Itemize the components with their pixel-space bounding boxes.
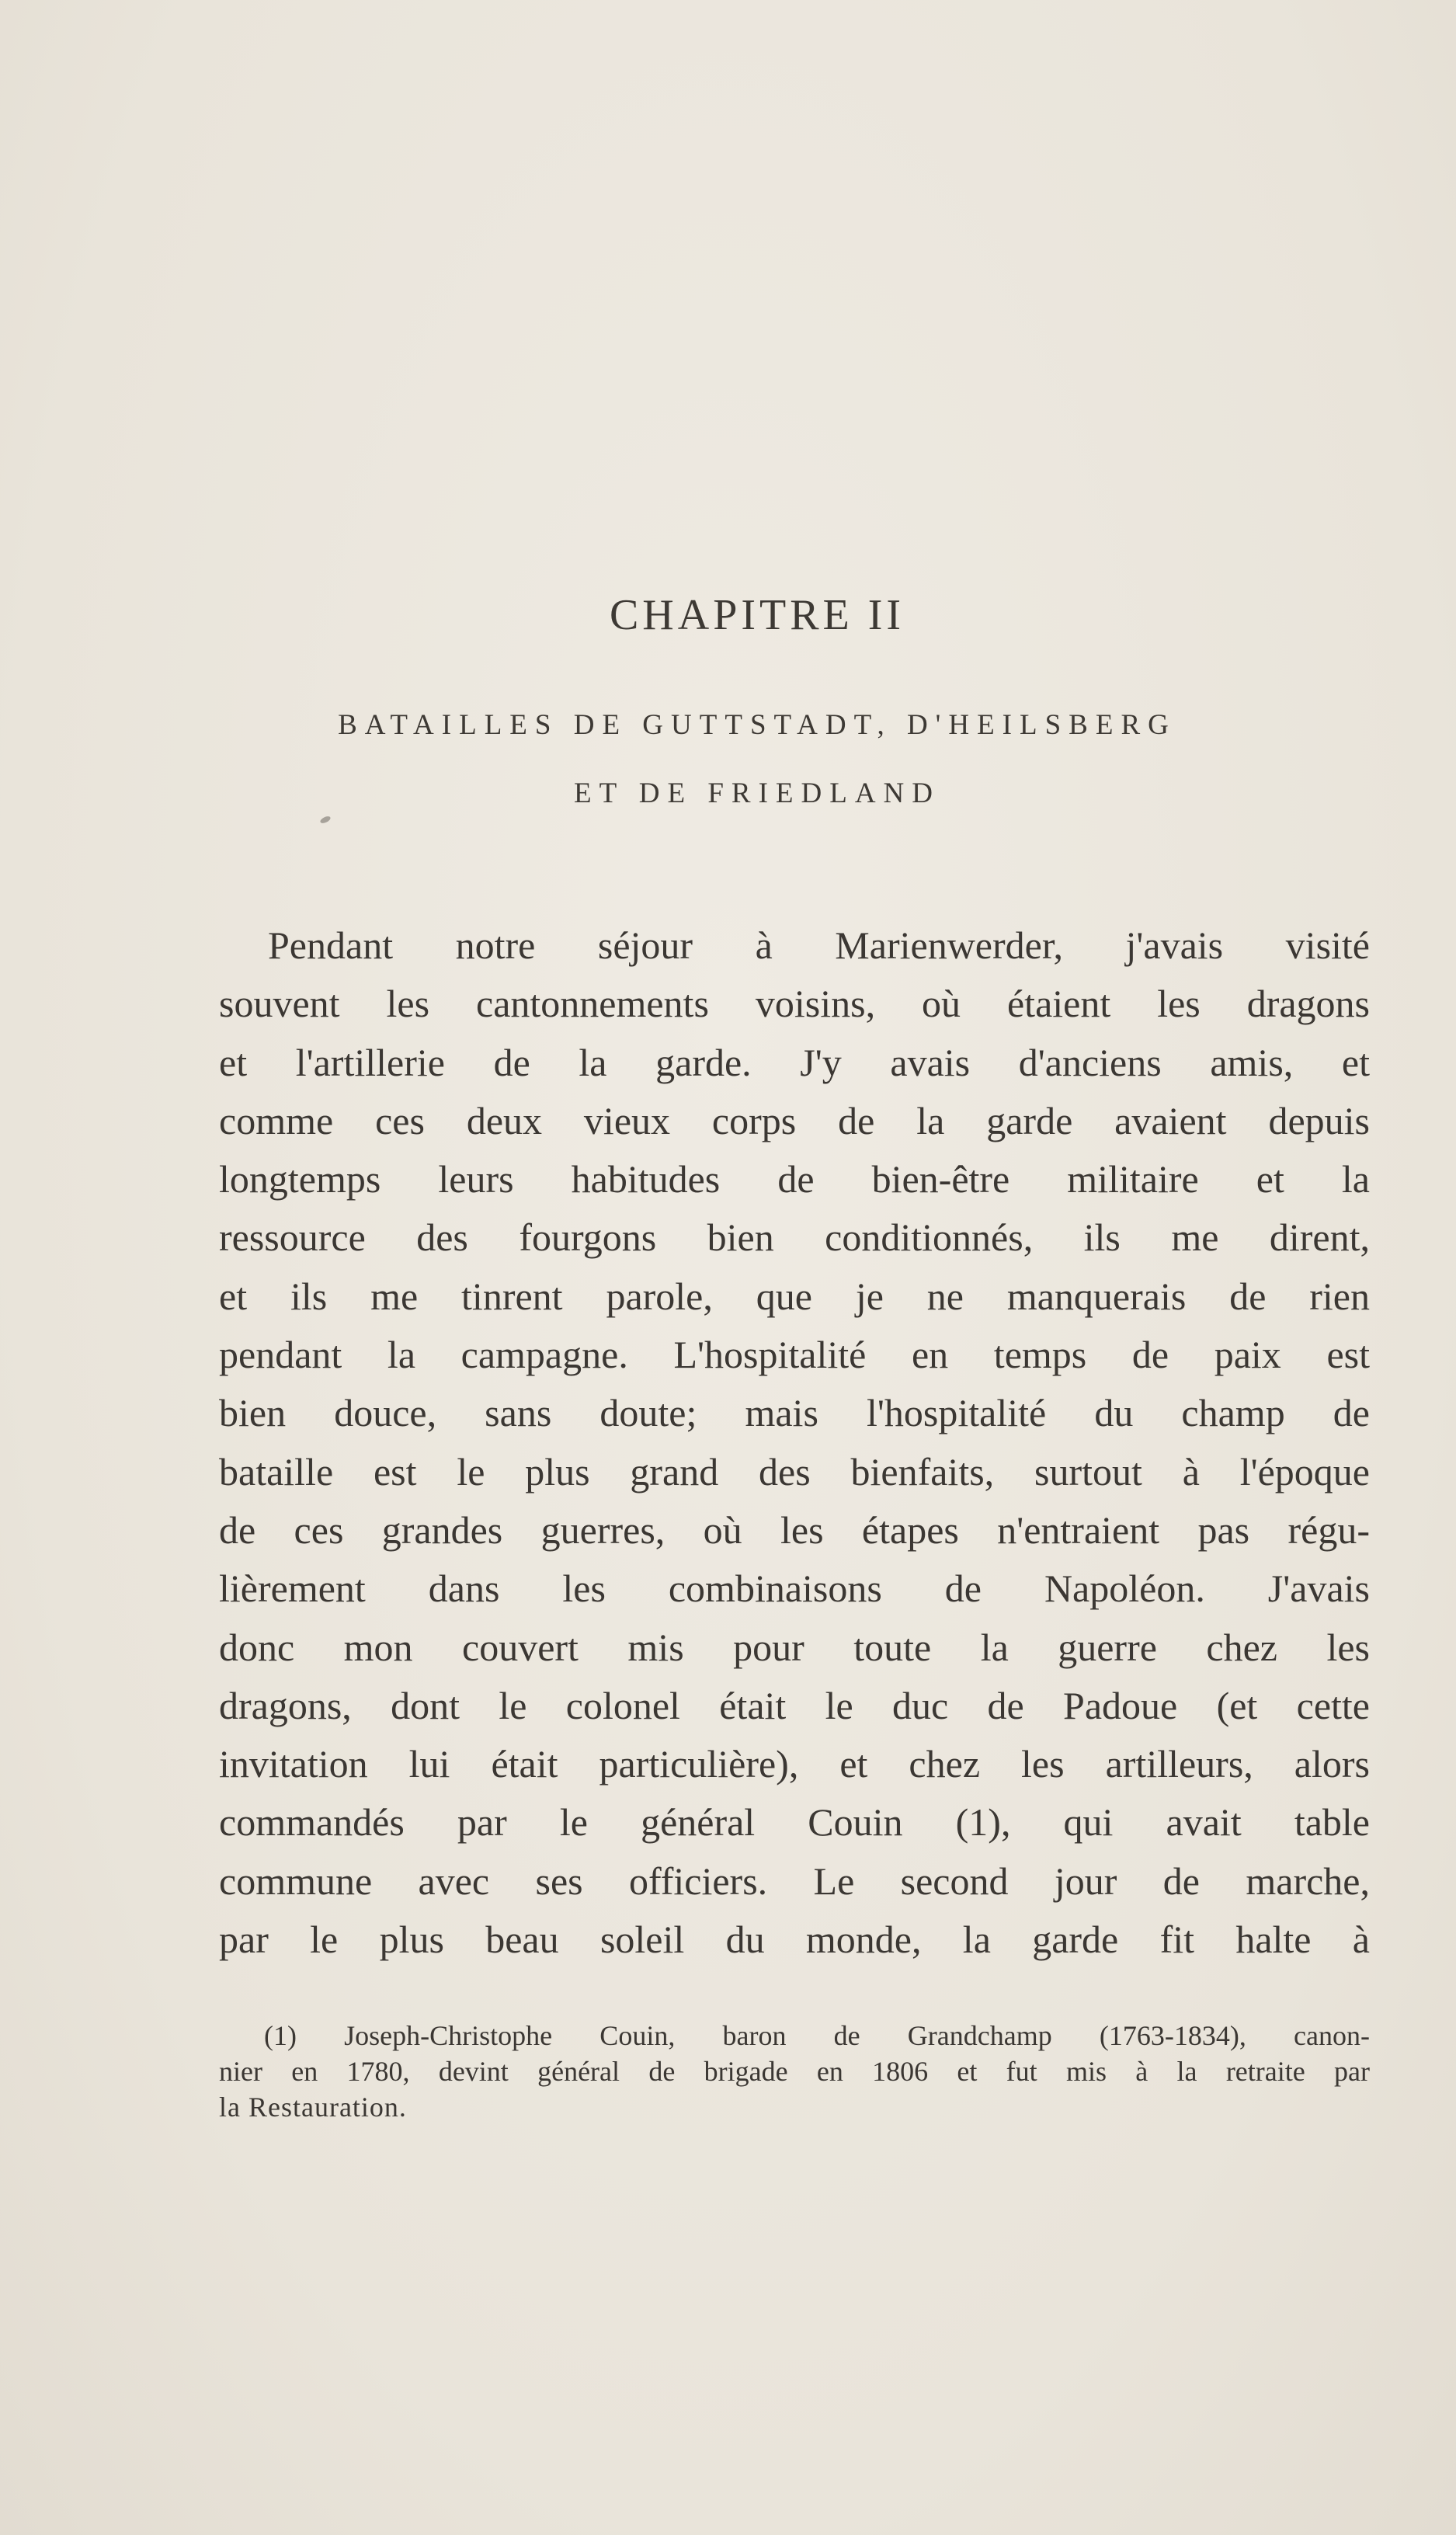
text-line: longtemps leurs habitudes de bien-être militaire et la bbox=[219, 1157, 1370, 1201]
ink-speck bbox=[319, 815, 332, 824]
text-line: bien douce, sans doute; mais l'hospitalité du champ de bbox=[219, 1391, 1370, 1435]
text-line: dragons, dont le colonel était le duc de Padoue (et cette bbox=[219, 1683, 1370, 1727]
footnote-line: la Restauration. bbox=[219, 2092, 407, 2123]
footnote-line: nier en 1780, devint général de brigade en 1806 et fut mis à la retraite par bbox=[219, 2056, 1370, 2087]
text-line: commune avec ses officiers. Le second jour de marche, bbox=[219, 1859, 1370, 1903]
text-line: comme ces deux vieux corps de la garde avaient depuis bbox=[219, 1098, 1370, 1142]
text-line: donc mon couvert mis pour toute la guerre chez les bbox=[219, 1625, 1370, 1669]
text-line: de ces grandes guerres, où les étapes n'entraient pas régu- bbox=[219, 1507, 1370, 1552]
chapter-subtitle-line-1: BATAILLES DE GUTTSTADT, D'HEILSBERG bbox=[338, 709, 1176, 741]
text-line: ressource des fourgons bien conditionnés, ils me dirent, bbox=[219, 1215, 1370, 1260]
chapter-title: CHAPITRE II bbox=[609, 591, 905, 639]
text-line: souvent les cantonnements voisins, où étaient les dragons bbox=[219, 982, 1370, 1026]
text-line: par le plus beau soleil du monde, la garde fit halte à bbox=[219, 1918, 1370, 1962]
text-line: lièrement dans les combinaisons de Napoléon. J'avais bbox=[219, 1567, 1370, 1611]
text-line: commandés par le général Couin (1), qui avait table bbox=[219, 1800, 1370, 1845]
text-line: pendant la campagne. L'hospitalité en temps de paix est bbox=[219, 1333, 1370, 1377]
footnote bbox=[219, 2018, 1370, 2125]
text-line: bataille est le plus grand des bienfaits, surtout à l'époque bbox=[219, 1449, 1370, 1494]
footnote-line: (1) Joseph-Christophe Couin, baron de Grandchamp (1763-1834), canon- bbox=[264, 2020, 1370, 2051]
text-line: et ils me tinrent parole, que je ne manquerais de rien bbox=[219, 1274, 1370, 1318]
text-line: invitation lui était particulière), et chez les artilleurs, alors bbox=[219, 1742, 1370, 1786]
body-paragraph bbox=[219, 916, 1370, 1969]
chapter-subtitle-line-2: ET DE FRIEDLAND bbox=[573, 777, 940, 809]
text-line: Pendant notre séjour à Marienwerder, j'avais visité bbox=[268, 923, 1370, 967]
text-line: et l'artillerie de la garde. J'y avais d'anciens amis, et bbox=[219, 1040, 1370, 1084]
